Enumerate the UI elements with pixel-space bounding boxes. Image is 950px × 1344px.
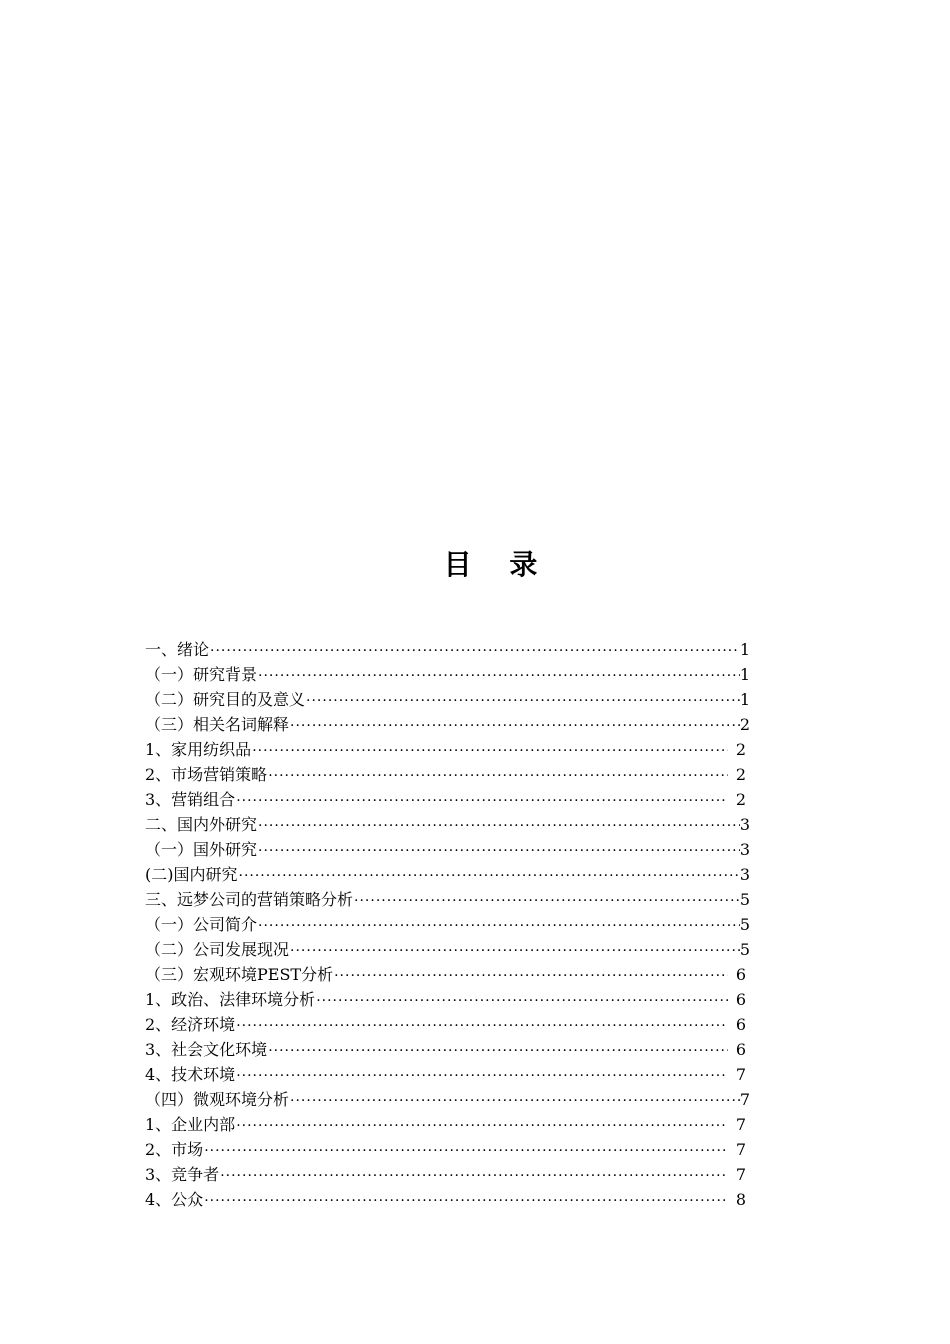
toc-dot-leader [209,639,740,664]
toc-entry-label: 4、公众 [145,1190,204,1209]
toc-dot-leader [257,814,740,839]
toc-entry-page: 7 [735,1065,746,1084]
toc-entry-page: 5 [739,940,750,959]
toc-dot-leader [353,889,740,914]
toc-entry[interactable] [145,1087,750,1112]
toc-entry-label: 3、社会文化环境 [145,1040,268,1059]
toc-entry-page: 1 [739,690,750,709]
toc-entry[interactable] [145,637,750,662]
toc-entry-page: 5 [739,890,750,909]
toc-entry[interactable] [145,812,750,837]
toc-dot-leader [289,714,740,739]
toc-entry[interactable] [145,712,750,737]
toc-dot-leader [289,1089,740,1114]
toc-entry-label: （四）微观环境分析 [145,1090,290,1109]
toc-entry-label: 2、市场 [145,1140,204,1159]
toc-entry-label: 1、家用纺织品 [145,740,252,759]
toc-entry[interactable] [145,1012,750,1037]
toc-entry[interactable] [145,662,750,687]
toc-dot-leader [315,989,728,1014]
toc-entry-page: 3 [739,815,750,834]
toc-dot-leader [238,864,740,889]
toc-entry-label: （二）研究目的及意义 [145,690,306,709]
toc-entry[interactable] [145,762,750,787]
toc-entry[interactable] [145,1062,750,1087]
toc-entry-page: 6 [735,965,746,984]
toc-entry[interactable] [145,862,750,887]
toc-entry[interactable] [145,737,750,762]
toc-entry-label: 1、企业内部 [145,1115,236,1134]
toc-entry[interactable] [145,912,750,937]
toc-entry-page: 8 [735,1190,746,1209]
toc-entry-label: 3、竞争者 [145,1165,220,1184]
table-of-contents [145,637,750,1212]
toc-entry-page: 1 [739,640,750,659]
toc-entry-label: 二、国内外研究 [145,815,258,834]
toc-dot-leader [333,964,728,989]
toc-entry-label: 4、技术环境 [145,1065,236,1084]
toc-entry-page: 6 [735,1015,746,1034]
toc-dot-leader [257,914,740,939]
toc-entry-page: 1 [739,665,750,684]
toc-dot-leader [257,839,740,864]
toc-entry[interactable] [145,937,750,962]
toc-dot-leader [289,939,740,964]
toc-dot-leader [235,789,728,814]
toc-dot-leader [203,1189,728,1214]
toc-entry-label: （一）研究背景 [145,665,258,684]
toc-dot-leader [219,1164,728,1189]
toc-entry-label: 3、营销组合 [145,790,236,809]
toc-entry-page: 6 [735,990,746,1009]
toc-entry-page: 2 [735,740,746,759]
toc-entry[interactable] [145,1162,750,1187]
toc-dot-leader [235,1014,728,1039]
toc-entry-label: （二）公司发展现况 [145,940,290,959]
toc-entry[interactable] [145,1037,750,1062]
toc-dot-leader [203,1139,728,1164]
toc-entry[interactable] [145,687,750,712]
toc-entry-label: 一、绪论 [145,640,210,659]
toc-entry-page: 7 [735,1165,746,1184]
toc-entry-page: 5 [739,915,750,934]
toc-entry-label: (二)国内研究 [145,865,238,884]
toc-dot-leader [235,1064,728,1089]
toc-title: 目 录 [443,548,552,581]
toc-entry-page: 6 [735,1040,746,1059]
toc-dot-leader [267,764,728,789]
toc-entry[interactable] [145,1137,750,1162]
toc-entry-label: （三）相关名词解释 [145,715,290,734]
toc-entry-label: （一）国外研究 [145,840,258,859]
toc-entry-page: 7 [739,1090,750,1109]
toc-entry-label: 三、远梦公司的营销策略分析 [145,890,354,909]
toc-entry-page: 7 [735,1140,746,1159]
toc-entry-page: 2 [739,715,750,734]
toc-dot-leader [235,1114,728,1139]
toc-dot-leader [267,1039,728,1064]
toc-entry[interactable] [145,1112,750,1137]
toc-dot-leader [305,689,740,714]
toc-entry-page: 7 [735,1115,746,1134]
toc-entry[interactable] [145,1187,750,1212]
toc-entry[interactable] [145,837,750,862]
toc-entry-label: 2、经济环境 [145,1015,236,1034]
toc-dot-leader [257,664,740,689]
toc-dot-leader [251,739,728,764]
toc-entry-page: 3 [739,840,750,859]
toc-entry-page: 2 [735,790,746,809]
toc-entry-page: 3 [739,865,750,884]
toc-entry[interactable] [145,887,750,912]
toc-entry-label: （一）公司简介 [145,915,258,934]
toc-entry-label: （三）宏观环境PEST分析 [145,965,334,984]
toc-entry[interactable] [145,987,750,1012]
toc-entry-label: 2、市场营销策略 [145,765,268,784]
toc-entry[interactable] [145,962,750,987]
toc-entry[interactable] [145,787,750,812]
toc-entry-label: 1、政治、法律环境分析 [145,990,316,1009]
toc-entry-page: 2 [735,765,746,784]
